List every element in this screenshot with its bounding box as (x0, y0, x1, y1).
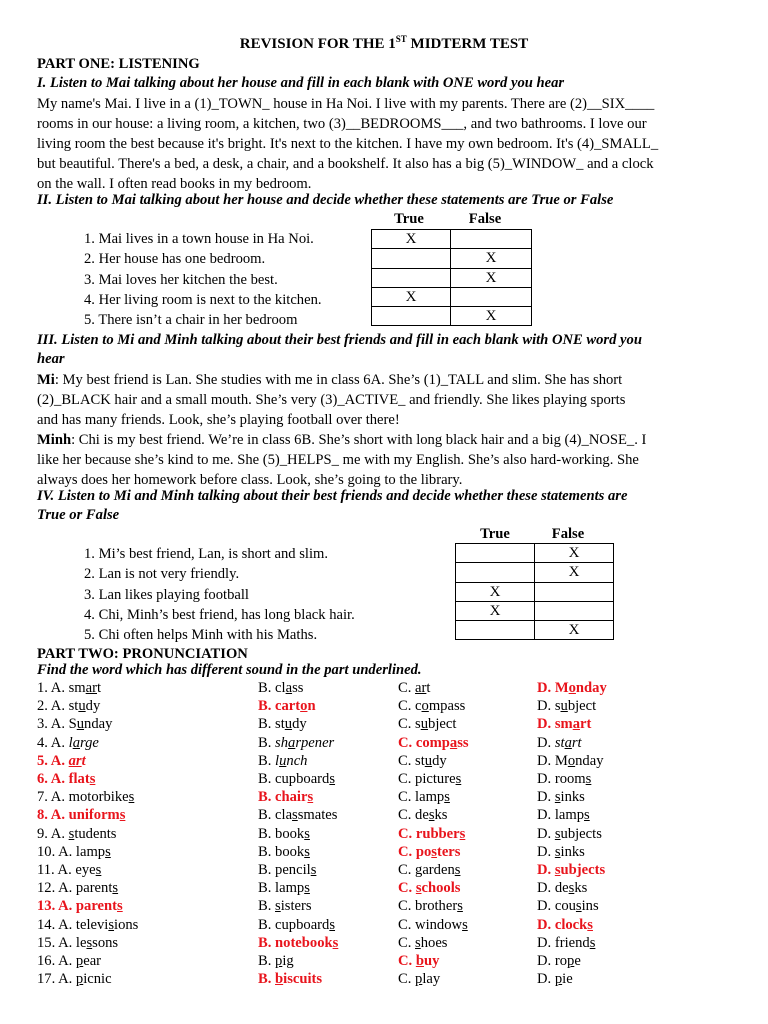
section-2-heading: II. Listen to Mai talking about her house and decide whether these statements are True or False (37, 192, 614, 208)
s1-line: My name's Mai. I live in a (1)_TOWN_ house in Ha Noi. I live with my parents. There are (2)__SIX____ (37, 96, 655, 112)
answer-option-d: D. clocks (537, 916, 593, 933)
underlined-part: s (119, 807, 126, 824)
option-word: shoes (415, 934, 448, 951)
option-b: B. pencils (258, 862, 317, 878)
s1-line: living room the best because it's bright. It's next to the kitchen. I have my own bedroom. It's (4)_SMALL_ (37, 136, 659, 152)
s2-false-header: False (468, 211, 502, 227)
answer-option-c: C. compass (398, 734, 469, 751)
underlined-part: a (285, 680, 293, 696)
false-cell: X (535, 544, 614, 563)
underlined-part: s (454, 862, 461, 878)
answer-row (372, 307, 532, 326)
option-word: pencils (275, 862, 317, 878)
answer-row (372, 268, 532, 287)
underlined-part: ar (415, 680, 427, 696)
option-d: D. sinks (537, 843, 585, 860)
false-cell (535, 601, 614, 620)
option-word: lamps (75, 843, 111, 860)
minh-line: like her because she’s kind to me. She (5)_HELPS_ me with my English. She’s also hard-working. She (37, 452, 639, 468)
option-c: C. desks (398, 807, 448, 824)
option-word: books (275, 825, 310, 842)
statement: 4. Chi, Minh’s best friend, has long black hair. (84, 606, 355, 623)
statement: 1. Mai lives in a town house in Ha Noi. (84, 231, 314, 247)
option-a: 3. A. Sunday (37, 716, 113, 733)
statement: 5. There isn’t a chair in her bedroom (84, 312, 298, 329)
option-word: desks (415, 807, 448, 824)
underlined-part: s (428, 807, 435, 824)
section-4-heading: IV. Listen to Mi and Minh talking about their best friends and decide whether these statements are (37, 488, 628, 504)
underlined-part: s (587, 916, 593, 933)
option-word: rooms (554, 771, 592, 787)
option-a: 15. A. lessons (37, 934, 119, 951)
underlined-part: b (275, 971, 284, 988)
underlined-part: s (329, 771, 336, 787)
option-a: 1. A. smart (37, 680, 102, 696)
answer-option-b: B. chairs (258, 789, 314, 806)
option-word: picnic (75, 971, 112, 988)
underlined-part: ar (68, 752, 82, 769)
underlined-part: s (431, 843, 437, 860)
underlined-part: s (585, 771, 592, 787)
underlined-part: s (554, 825, 561, 842)
answer-row (456, 544, 614, 563)
underlined-part: p (75, 953, 84, 969)
option-word: pie (554, 971, 573, 988)
answer-option-c: C. rubbers (398, 825, 466, 842)
section-3-heading: III. Listen to Mi and Minh talking about their best friends and fill in each blank with ONE word you (37, 332, 642, 348)
underlined-part: a (449, 734, 458, 751)
underlined-part: s (554, 862, 561, 878)
option-word: study (415, 752, 447, 769)
option-a: 12. A. parents (37, 880, 119, 897)
answer-option-c: C. buy (398, 953, 440, 969)
true-cell: X (456, 582, 535, 601)
option-b: B. books (258, 843, 310, 860)
statement: 3. Mai loves her kitchen the best. (84, 271, 278, 288)
option-word: class (275, 680, 304, 696)
underlined-part: o (300, 698, 308, 715)
underlined-part: s (304, 825, 310, 842)
true-cell: X (372, 230, 451, 249)
option-d: D. pie (537, 971, 573, 988)
option-a: 16. A. pear (37, 953, 102, 969)
underlined-part: a (72, 734, 80, 751)
option-d: D. Monday (537, 752, 604, 769)
option-word: biscuits (275, 971, 323, 988)
option-b: B. classmates (258, 807, 338, 824)
option-word: sisters (275, 898, 312, 915)
option-word: friends (554, 934, 596, 951)
option-word: cupboards (275, 916, 336, 933)
answer-option-d: D. subjects (537, 862, 606, 878)
s1-line: rooms in our house: a living room, a kitchen, two (3)__BEDROOMS___, and two bathrooms. I love our (37, 116, 647, 132)
minh-line: Minh: Chi is my best friend. We’re in class 6B. She’s short with long black hair and a big (4)_NOSE_. I (37, 432, 647, 448)
answer-option-a: 5. A. art (37, 752, 86, 769)
answer-option-a: 6. A. flats (37, 771, 96, 787)
option-word: study (68, 698, 101, 715)
true-cell (456, 563, 535, 582)
option-word: Sunday (68, 716, 113, 733)
part-two-instruction: Find the word which has different sound in the part underlined. (37, 662, 422, 678)
answer-option-d: D. smart (537, 716, 592, 733)
option-a: 14. A. televisions (37, 916, 139, 933)
underlined-part: s (304, 843, 310, 860)
statement: 4. Her living room is next to the kitchen. (84, 291, 322, 308)
option-word: parents (75, 880, 119, 897)
option-word: pear (75, 953, 102, 969)
option-word: eyes (75, 862, 102, 878)
underlined-part: o (421, 698, 429, 715)
option-c: C. lamps (398, 789, 450, 806)
option-word: clocks (554, 916, 593, 933)
option-a: 10. A. lamps (37, 843, 111, 860)
true-cell: X (456, 601, 535, 620)
option-word: televisions (75, 916, 139, 933)
option-d: D. subjects (537, 825, 602, 842)
statement: 5. Chi often helps Minh with his Maths. (84, 627, 318, 644)
true-cell (456, 621, 535, 640)
option-a: 9. A. students (37, 825, 117, 842)
answer-option-b: B. notebooks (258, 934, 339, 951)
option-word: carton (275, 698, 316, 715)
answer-option-d: D. Monday (537, 680, 607, 696)
option-word: sharpener (275, 734, 335, 751)
option-c: C. play (398, 971, 441, 988)
option-word: notebooks (275, 934, 339, 951)
answer-row (456, 621, 614, 640)
option-c: C. gardens (398, 862, 461, 878)
underlined-part: u (420, 716, 429, 733)
option-b: B. cupboards (258, 916, 336, 933)
statement: 3. Lan likes playing football (84, 586, 249, 603)
option-a: 17. A. picnic (37, 971, 112, 988)
underlined-part: u (279, 752, 287, 769)
option-word: large (68, 734, 99, 751)
true-cell (372, 249, 451, 268)
option-word: brothers (415, 898, 463, 915)
option-c: C. windows (398, 916, 468, 933)
option-word: desks (554, 880, 588, 897)
false-cell: X (535, 621, 614, 640)
underlined-part: s (455, 771, 462, 787)
option-word: lunch (275, 752, 308, 769)
statement: 2. Her house has one bedroom. (84, 251, 266, 268)
true-cell (372, 307, 451, 326)
underlined-part: ar (85, 680, 97, 696)
underlined-part: s (554, 843, 561, 860)
option-c: C. pictures (398, 771, 462, 787)
underlined-part: s (95, 862, 102, 878)
answer-row (456, 582, 614, 601)
option-word: sinks (554, 843, 585, 860)
s1-line: but beautiful. There's a bed, a desk, a chair, and a bookshelf. It also has a big (5)_WINDOW_ and a clock (37, 156, 654, 172)
underlined-part: p (275, 953, 283, 969)
option-word: posters (415, 843, 461, 860)
option-word: cousins (554, 898, 599, 915)
option-b: B. lunch (258, 752, 308, 769)
option-word: art (68, 752, 86, 769)
option-d: D. rope (537, 953, 581, 969)
option-word: parents (75, 898, 123, 915)
option-word: motorbikes (68, 789, 135, 806)
option-word: schools (415, 880, 461, 897)
s4-true-header: True (480, 526, 510, 542)
part-two-heading: PART TWO: PRONUNCIATION (37, 646, 248, 662)
answer-option-b: B. carton (258, 698, 316, 715)
minh-speaker: Minh (37, 432, 72, 448)
answer-option-c: C. schools (398, 880, 461, 897)
option-word: smart (68, 680, 102, 696)
option-word: windows (415, 916, 468, 933)
underlined-part: p (554, 971, 563, 988)
option-b: B. sisters (258, 898, 312, 915)
underlined-part: u (78, 698, 86, 715)
underlined-part: s (444, 789, 450, 806)
underlined-part: s (332, 934, 339, 951)
underlined-part: s (415, 880, 422, 897)
true-cell (456, 544, 535, 563)
answer-row (456, 601, 614, 620)
s4-answer-table (455, 543, 614, 640)
option-word: sinks (554, 789, 585, 806)
underlined-part: s (117, 898, 123, 915)
option-d: D. cousins (537, 898, 599, 915)
mi-line: Mi: My best friend is Lan. She studies with me in class 6A. She’s (1)_TALL and slim. She has short (37, 372, 623, 388)
false-cell (535, 582, 614, 601)
underlined-part: a (288, 734, 296, 751)
true-cell: X (372, 287, 451, 306)
underlined-part: u (560, 698, 568, 715)
option-word: play (415, 971, 441, 988)
option-word: subjects (554, 825, 602, 842)
option-word: pig (275, 953, 294, 969)
underlined-part: s (86, 934, 93, 951)
underlined-part: s (89, 771, 96, 787)
answer-row (456, 563, 614, 582)
option-word: compass (415, 734, 469, 751)
option-word: compass (415, 698, 466, 715)
underlined-part: s (457, 898, 463, 915)
option-word: Monday (554, 680, 607, 696)
part-one-heading: PART ONE: LISTENING (37, 56, 200, 72)
answer-option-c: C. posters (398, 843, 461, 860)
option-word: lamps (415, 789, 450, 806)
mi-speaker: Mi (37, 372, 55, 388)
answer-option-b: B. biscuits (258, 971, 323, 988)
underlined-part: s (108, 916, 115, 933)
option-b: B. study (258, 716, 307, 733)
underlined-part: p (567, 953, 575, 969)
underlined-part: s (459, 825, 466, 842)
option-word: study (275, 716, 307, 733)
option-word: cupboards (275, 771, 336, 787)
mi-line: (2)_BLACK hair and a small mouth. She’s very (3)_ACTIVE_ and friendly. She likes playing sports (37, 392, 626, 408)
option-d: D. sinks (537, 789, 585, 806)
option-word: lamps (554, 807, 590, 824)
mi-line: and has many friends. Look, she’s playing football over there! (37, 412, 400, 428)
underlined-part: b (415, 953, 424, 969)
underlined-part: s (415, 934, 421, 951)
underlined-part: p (75, 971, 84, 988)
option-word: pictures (415, 771, 462, 787)
underlined-part: s (105, 843, 111, 860)
underlined-part: s (307, 789, 314, 806)
underlined-part: s (68, 825, 75, 842)
section-3-dialogue (37, 370, 745, 490)
option-word: chairs (275, 789, 314, 806)
option-c: C. subject (398, 716, 457, 733)
underlined-part: s (589, 934, 596, 951)
option-word: smart (554, 716, 592, 733)
section-1-paragraph (37, 94, 745, 194)
s2-true-header: True (394, 211, 424, 227)
option-b: B. lamps (258, 880, 310, 897)
option-word: subject (554, 698, 597, 715)
option-b: B. cupboards (258, 771, 336, 787)
statement: 1. Mi’s best friend, Lan, is short and slim. (84, 546, 329, 562)
underlined-part: s (554, 789, 561, 806)
false-cell: X (451, 268, 532, 287)
option-word: lessons (75, 934, 119, 951)
underlined-part: s (112, 880, 119, 897)
answer-row (372, 287, 532, 306)
option-word: art (415, 680, 431, 696)
true-cell (372, 268, 451, 287)
option-word: subjects (554, 862, 606, 878)
option-word: buy (415, 953, 440, 969)
underlined-part: s (304, 880, 310, 897)
false-cell (451, 230, 532, 249)
option-d: D. lamps (537, 807, 590, 824)
answer-row (372, 249, 532, 268)
underlined-part: s (584, 807, 590, 824)
underlined-part: o (567, 752, 576, 769)
s1-line: on the wall. I often read books in my bedroom. (37, 176, 312, 192)
underlined-part: u (284, 716, 293, 733)
underlined-part: s (329, 916, 336, 933)
underlined-part: s (275, 898, 281, 915)
s2-answer-table (371, 229, 532, 326)
option-c: C. shoes (398, 934, 448, 951)
option-b: B. books (258, 825, 310, 842)
option-d: D. friends (537, 934, 596, 951)
option-word: start (554, 734, 582, 751)
underlined-part: u (424, 752, 433, 769)
false-cell (451, 287, 532, 306)
false-cell: X (451, 249, 532, 268)
underlined-part: s (310, 862, 317, 878)
underlined-part: a (564, 734, 572, 751)
section-4-heading-cont: True or False (37, 507, 120, 523)
option-b: B. class (258, 680, 304, 696)
option-a: 7. A. motorbikes (37, 789, 135, 806)
underlined-part: p (415, 971, 423, 988)
option-b: B. pig (258, 953, 294, 969)
answer-option-a: 8. A. uniforms (37, 807, 126, 824)
option-word: subject (415, 716, 457, 733)
underlined-part: s (575, 898, 582, 915)
option-word: gardens (415, 862, 461, 878)
section-1-heading: I. Listen to Mai talking about her house and fill in each blank with ONE word you hear (37, 75, 565, 91)
option-d: D. rooms (537, 771, 592, 787)
minh-line: always does her homework before class. Look, she’s going to the library. (37, 472, 463, 488)
option-c: C. art (398, 680, 431, 696)
statement: 2. Lan is not very friendly. (84, 566, 240, 583)
section-3-heading-cont: hear (37, 351, 65, 367)
option-word: rubbers (415, 825, 466, 842)
option-c: C. brothers (398, 898, 463, 915)
s4-false-header: False (551, 526, 585, 542)
answer-option-a: 13. A. parents (37, 898, 123, 915)
option-d: D. desks (537, 880, 588, 897)
option-a: 11. A. eyes (37, 862, 102, 878)
option-c: C. study (398, 752, 447, 769)
option-a: 2. A. study (37, 698, 101, 715)
option-word: flats (68, 771, 96, 787)
underlined-part: s (568, 880, 575, 897)
option-word: rope (554, 953, 581, 969)
page-title: REVISION FOR THE 1ST MIDTERM TEST (239, 34, 529, 52)
option-word: books (275, 843, 310, 860)
false-cell: X (535, 563, 614, 582)
answer-row (372, 230, 532, 249)
option-d: D. subject (537, 698, 597, 715)
underlined-part: a (572, 716, 580, 733)
option-b: B. sharpener (258, 734, 335, 751)
underlined-part: u (76, 716, 85, 733)
option-c: C. compass (398, 698, 466, 715)
option-word: classmates (275, 807, 338, 824)
underlined-part: s (292, 807, 298, 824)
false-cell: X (451, 307, 532, 326)
underlined-part: o (568, 680, 576, 696)
option-word: Monday (554, 752, 604, 769)
option-word: lamps (275, 880, 310, 897)
option-a: 4. A. large (37, 734, 99, 751)
underlined-part: s (462, 916, 468, 933)
option-word: students (68, 825, 117, 842)
option-word: uniforms (68, 807, 126, 824)
underlined-part: s (128, 789, 135, 806)
option-d: D. start (537, 734, 582, 751)
